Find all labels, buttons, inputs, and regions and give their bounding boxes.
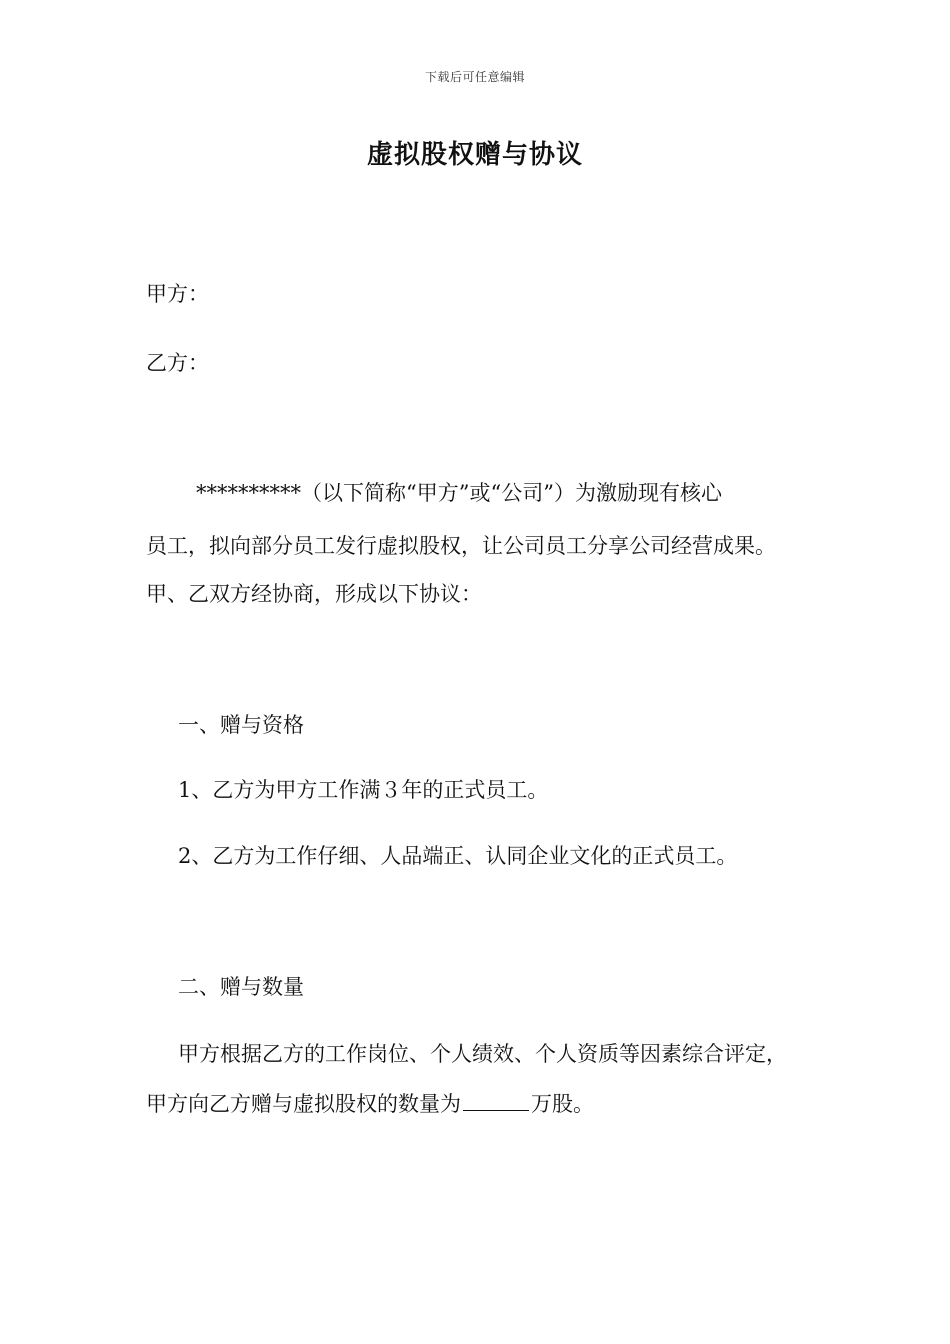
section-2-para-line-2 [146,1090,594,1118]
section-2-para-line-1: 甲方根据乙方的工作岗位、个人绩效、个人资质等因素综合评定， [178,1042,787,1066]
header-note: 下载后可任意编辑 [424,70,525,84]
intro-line-3: 甲、乙双方经协商，形成以下协议： [146,582,482,606]
section-2-para-line-2-before: 甲方向乙方赠与虚拟股权的数量为 [146,1092,461,1116]
section-2-heading: 二、赠与数量 [178,975,304,999]
party-a-label: 甲方： [146,282,209,306]
section-1-heading: 一、赠与资格 [178,713,304,737]
section-2-para-line-2-after: 万股。 [531,1092,594,1116]
intro-line-1: **********（以下简称“甲方”或“公司”）为激励现有核心 [196,481,722,505]
share-quantity-blank [463,1090,529,1111]
intro-line-2: 员工，拟向部分员工发行虚拟股权，让公司员工分享公司经营成果。 [146,534,776,558]
section-1-item-1: 1、乙方为甲方工作满３年的正式员工。 [178,778,549,802]
document-title: 虚拟股权赠与协议 [366,140,583,170]
party-b-label: 乙方： [146,351,209,375]
section-1-item-2: 2、乙方为工作仔细、人品端正、认同企业文化的正式员工。 [178,844,738,868]
